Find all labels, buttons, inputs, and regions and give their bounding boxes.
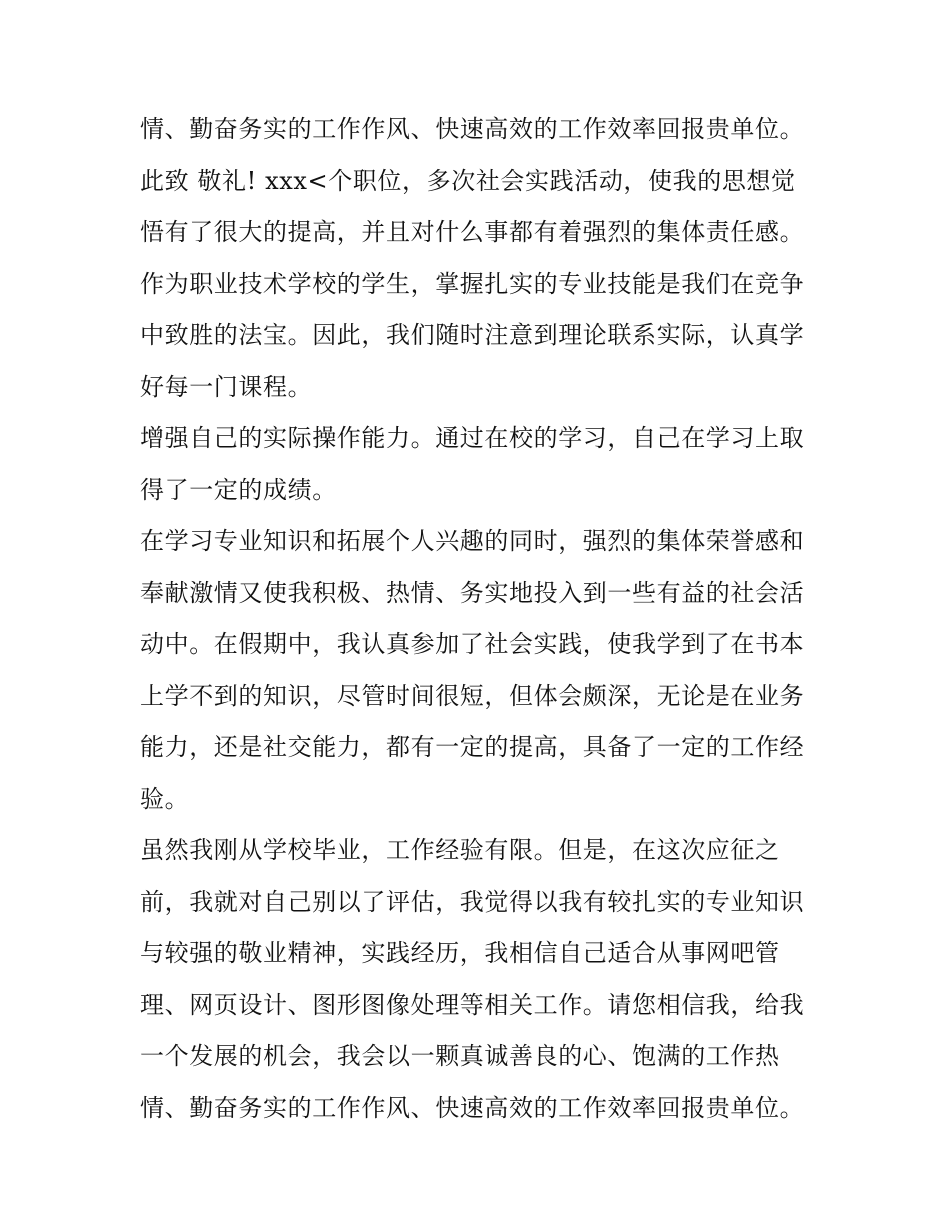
paragraph-3: 作为职业技术学校的学生，掌握扎实的专业技能是我们在竞争中致胜的法宝。因此，我们随时注意到理论联系实际，认真学好每一门课程。: [140, 269, 805, 401]
paragraph-1: 情、勤奋务实的工作作风、快速高效的工作效率回报贵单位。: [140, 115, 805, 143]
paragraph-5: 在学习专业知识和拓展个人兴趣的同时，强烈的集体荣誉感和奉献激情又使我积极、热情、务实地投入到一些有益的社会活动中。在假期中，我认真参加了社会实践，使我学到了在书本上学不到的知识，尽管时间很短，但体会颇深，无论是在业务能力，还是社交能力，都有一定的提高，具备了一定的工作经验。: [140, 527, 805, 813]
paragraph-2: 此致 敬礼! xxx<个职位，多次社会实践活动，使我的思想觉悟有了很大的提高，并且对什么事都有着强烈的集体责任感。: [140, 166, 805, 246]
paragraph-6: 虽然我刚从学校毕业，工作经验有限。但是，在这次应征之前，我就对自己别以了评估，我觉得以我有较扎实的专业知识与较强的敬业精神，实践经历，我相信自己适合从事网吧管理、网页设计、图形图像处理等相关工作。请您相信我，给我一个发展的机会，我会以一颗真诚善良的心、饱满的工作热情、勤奋务实的工作作风、快速高效的工作效率回报贵单位。: [140, 836, 805, 1122]
paragraph-4: 增强自己的实际操作能力。通过在校的学习，自己在学习上取得了一定的成绩。: [140, 424, 805, 504]
document-body: [140, 104, 820, 1134]
